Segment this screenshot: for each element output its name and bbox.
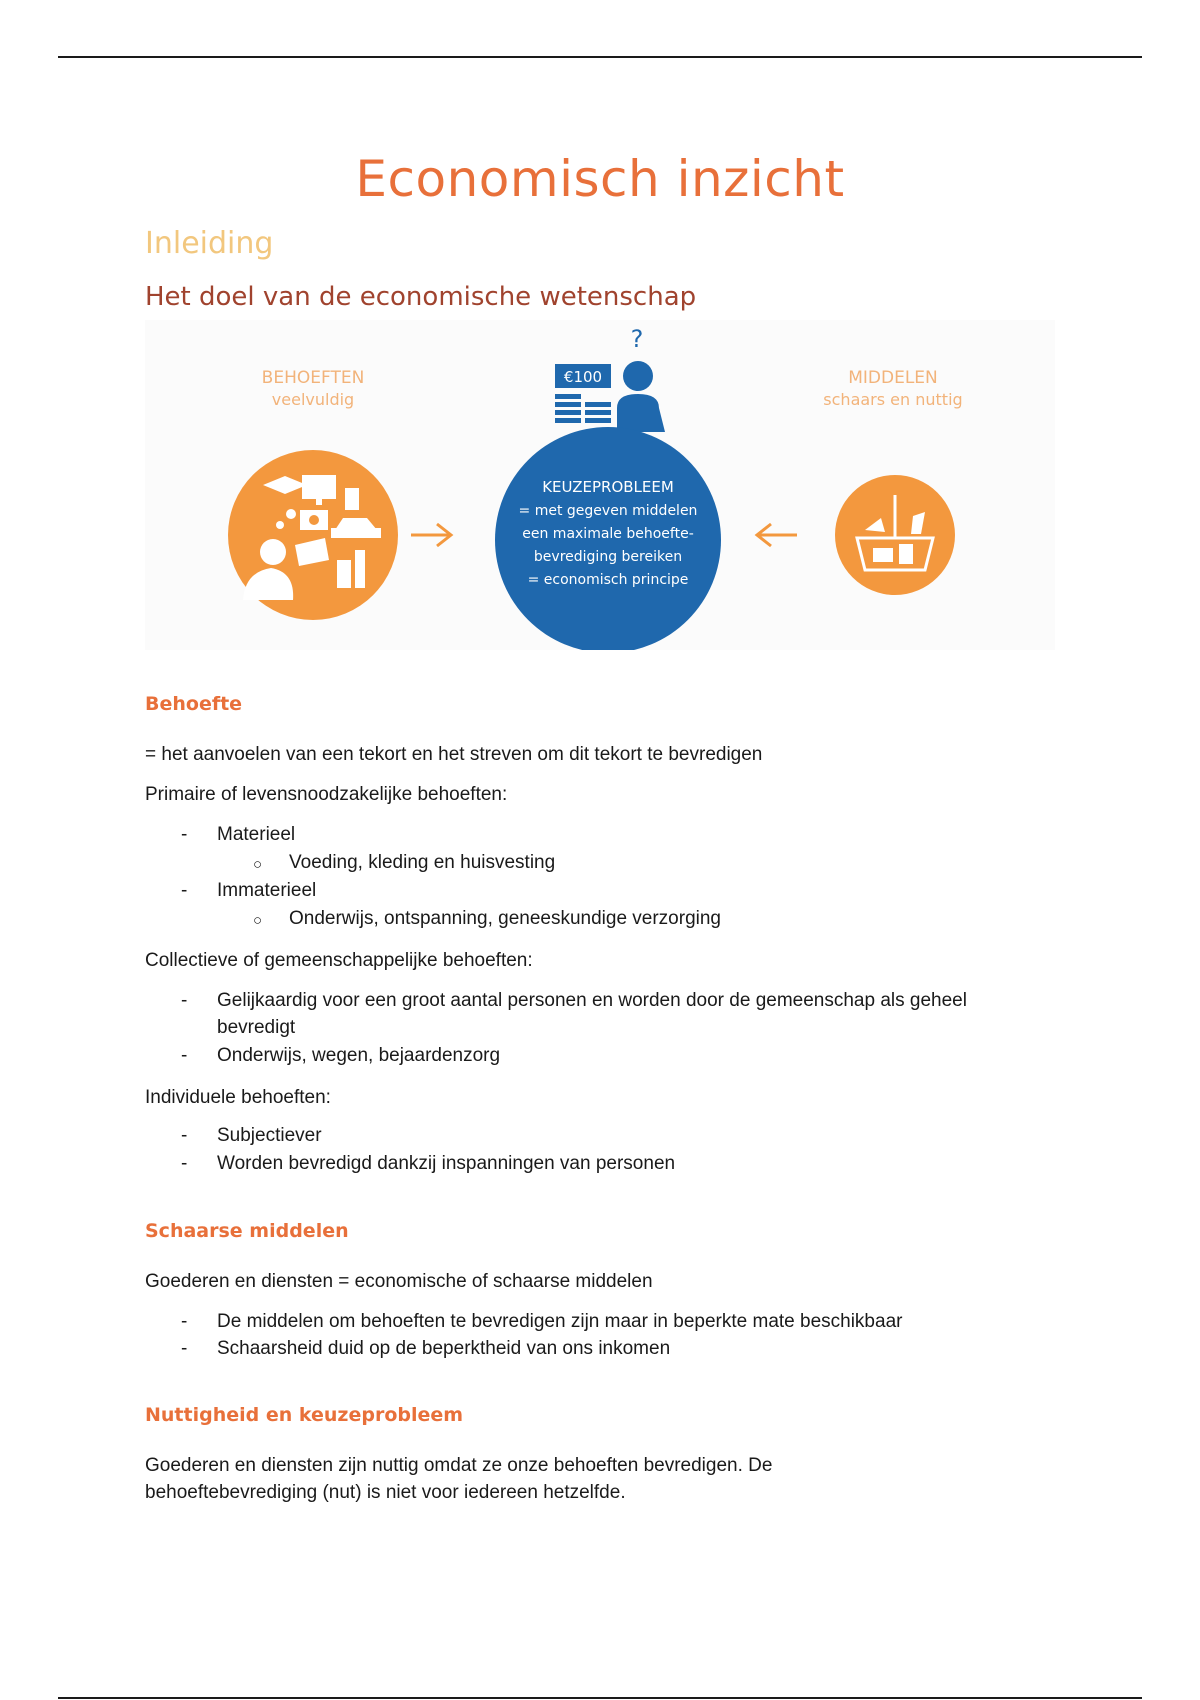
dash-bullet: - xyxy=(181,1125,188,1146)
collectief-label: Collectieve of gemeenschappelijke behoeften: xyxy=(145,950,533,971)
top-rule xyxy=(58,56,1142,58)
center-line-1: KEUZEPROBLEEM xyxy=(542,478,674,496)
behoeften-subtitle: veelvuldig xyxy=(271,390,355,409)
dash-bullet: - xyxy=(181,880,188,901)
list-item xyxy=(181,1042,501,1069)
sub-list-item-text: Voeding, kleding en huisvesting xyxy=(289,852,556,873)
page-title: Economisch inzicht xyxy=(355,150,845,208)
dash-bullet: - xyxy=(181,824,188,845)
basket-icon xyxy=(835,475,955,595)
question-mark: ? xyxy=(630,325,644,353)
list-item-text: De middelen om behoeften te bevredigen zijn maar in beperkte mate beschikbaar xyxy=(217,1311,903,1332)
dash-bullet: - xyxy=(181,1311,188,1332)
heading-nuttigheid: Nuttigheid en keuzeprobleem xyxy=(145,1404,464,1426)
sub-list-item-text: Onderwijs, ontspanning, geneeskundige verzorging xyxy=(289,908,721,929)
heading-schaarse-middelen: Schaarse middelen xyxy=(145,1220,349,1242)
list-item-text: Materieel xyxy=(217,824,296,845)
list-item xyxy=(181,1150,676,1177)
list-item xyxy=(181,877,317,904)
list-item-text: Schaarsheid duid op de beperktheid van ons inkomen xyxy=(217,1338,671,1359)
list-item xyxy=(181,987,1027,1041)
list-item xyxy=(181,1308,903,1335)
center-line-3: een maximale behoefte- xyxy=(522,526,694,542)
diagram-svg xyxy=(145,320,1055,650)
wallet-person-icon xyxy=(555,361,665,432)
middelen-title: MIDDELEN xyxy=(848,368,938,388)
center-line-4: bevrediging bereiken xyxy=(533,549,683,565)
circle-bullet: ○ xyxy=(253,912,263,929)
bottom-rule xyxy=(58,1697,1142,1699)
center-line-2: = met gegeven middelen xyxy=(518,503,698,519)
list-item-text: Onderwijs, wegen, bejaardenzorg xyxy=(217,1045,501,1066)
needs-icon xyxy=(228,450,398,620)
arrow-right-icon xyxy=(411,524,451,546)
heading-behoefte: Behoefte xyxy=(145,693,243,715)
arrow-left-icon xyxy=(757,524,797,546)
list-item xyxy=(181,1122,322,1149)
behoefte-definition: = het aanvoelen van een tekort en het streven om dit tekort te bevredigen xyxy=(145,744,763,765)
list-item-text: Subjectiever xyxy=(217,1125,322,1146)
sub-list-item xyxy=(253,849,556,876)
list-item xyxy=(181,1335,671,1362)
dash-bullet: - xyxy=(181,1338,188,1359)
list-item-text: Immaterieel xyxy=(217,880,317,901)
list-item-text: Worden bevredigd dankzij inspanningen van personen xyxy=(217,1153,676,1174)
center-line-5: = economisch principe xyxy=(527,572,689,588)
nut-text: Goederen en diensten zijn nuttig omdat ze onze behoeften bevredigen. De behoeftebevrediging (nut) is niet voor iedereen hetzelfde. xyxy=(145,1455,773,1503)
behoeften-title: BEHOEFTEN xyxy=(261,368,365,388)
schaarse-intro: Goederen en diensten = economische of schaarse middelen xyxy=(145,1271,653,1292)
economics-diagram xyxy=(145,320,1055,650)
circle-bullet: ○ xyxy=(253,856,263,873)
middelen-subtitle: schaars en nuttig xyxy=(823,390,963,409)
heading-doel: Het doel van de economische wetenschap xyxy=(145,282,697,312)
heading-inleiding: Inleiding xyxy=(145,226,274,261)
dash-bullet: - xyxy=(181,990,188,1011)
primair-label: Primaire of levensnoodzakelijke behoeften: xyxy=(145,784,508,805)
dash-bullet: - xyxy=(181,1153,188,1174)
individueel-label: Individuele behoeften: xyxy=(145,1087,331,1108)
list-item-text: Gelijkaardig voor een groot aantal personen en worden door de gemeenschap als geheel bevredigt xyxy=(217,990,967,1038)
list-item xyxy=(181,821,296,848)
price-tag-label: €100 xyxy=(563,368,603,386)
dash-bullet: - xyxy=(181,1045,188,1066)
sub-list-item xyxy=(253,905,721,932)
